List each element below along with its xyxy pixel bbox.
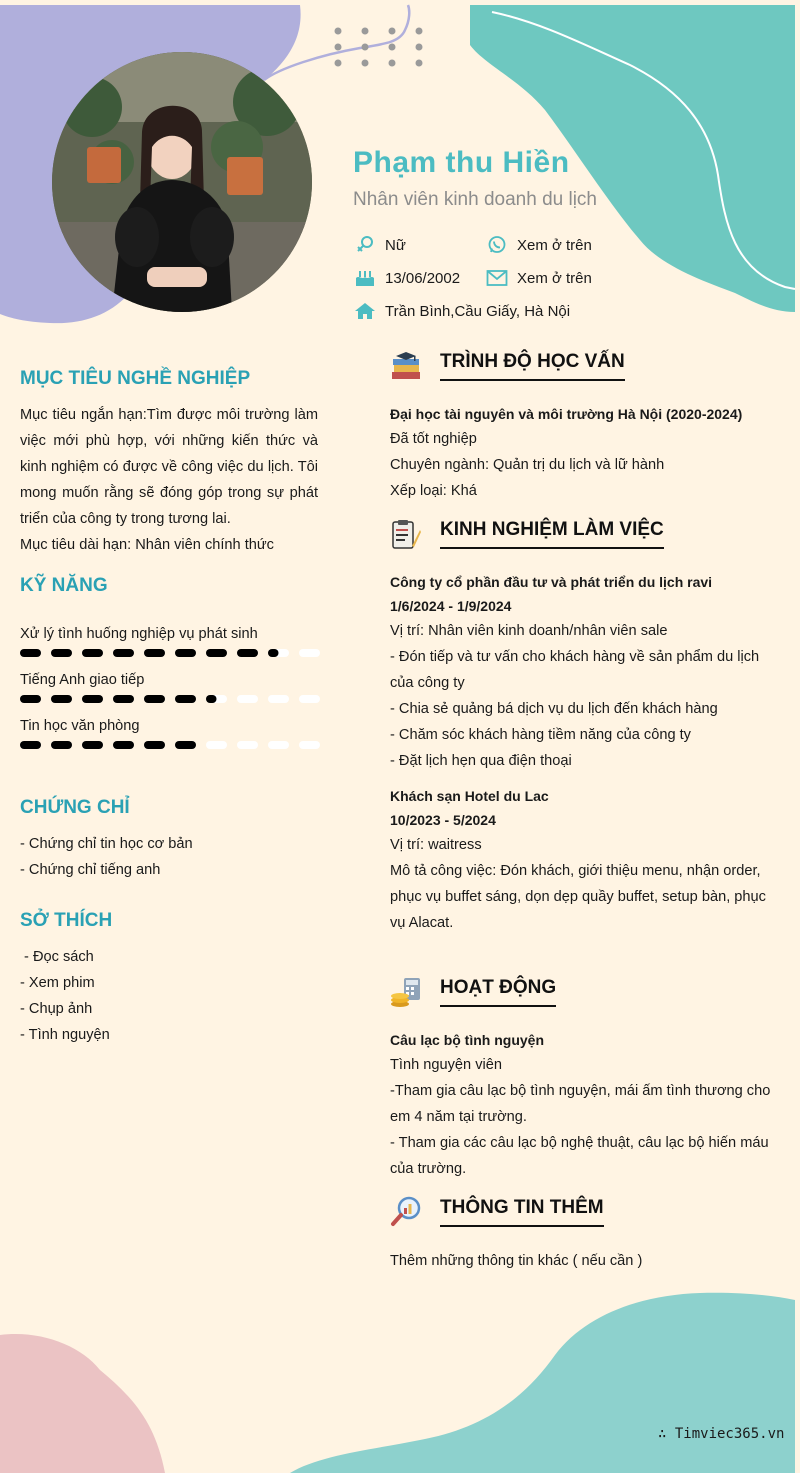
additional-text: Thêm những thông tin khác ( nếu cần ) bbox=[390, 1253, 643, 1269]
clipboard-icon bbox=[390, 518, 422, 550]
whatsapp-icon bbox=[485, 235, 509, 255]
education-major: Chuyên ngành: Quản trị du lịch và lữ hành bbox=[390, 457, 665, 473]
job-duty: - Chia sẻ quảng bá dịch vụ du lịch đến khách hàng bbox=[390, 701, 718, 717]
education-status: Đã tốt nghiệp bbox=[390, 431, 477, 447]
birthdate-value: 13/06/2002 bbox=[385, 269, 461, 287]
certificate-item: - Chứng chỉ tiếng anh bbox=[20, 862, 161, 878]
home-icon bbox=[353, 301, 377, 321]
education-grade: Xếp loại: Khá bbox=[390, 483, 477, 499]
activity-org: Câu lạc bộ tình nguyện bbox=[390, 1032, 545, 1048]
magnifier-chart-icon bbox=[390, 1196, 422, 1228]
activity-desc: -Tham gia câu lạc bộ tình nguyện, mái ấm tình thương cho em 4 năm tại trường. bbox=[390, 1083, 771, 1125]
objective-short-term: Mục tiêu ngắn hạn:Tìm được môi trường làm việc mới phù hợp, với những kiến thức và kinh nghiệm có được về công việc du lịch. Tôi mong muốn rằng sẽ đóng góp trong sự phát triển của công ty trong tương lai. bbox=[20, 407, 318, 527]
skill-dash-filled bbox=[237, 649, 258, 657]
skill-bar bbox=[20, 693, 320, 705]
skill-bar bbox=[20, 739, 320, 751]
skill-dash-filled bbox=[206, 649, 227, 657]
job-duty: - Đón tiếp và tư vấn cho khách hàng về sản phẩm du lịch của công ty bbox=[390, 649, 760, 691]
hobby-item: - Đọc sách bbox=[20, 949, 94, 965]
skill-dash-filled bbox=[20, 649, 41, 657]
job-company: Khách sạn Hotel du Lac bbox=[390, 788, 549, 804]
address-info bbox=[353, 301, 570, 321]
candidate-title: Nhân viên kinh doanh du lịch bbox=[353, 189, 598, 210]
skill-dash-empty bbox=[237, 695, 258, 703]
hobbies-heading: SỞ THÍCH bbox=[20, 910, 113, 931]
skill-dash-filled bbox=[51, 695, 72, 703]
job-duty: Mô tả công việc: Đón khách, giới thiệu menu, nhận order, phục vụ buffet sáng, dọn dẹp quầy buffet, setup bàn, phục vụ Alacat. bbox=[390, 863, 766, 931]
hobby-item: - Chụp ảnh bbox=[20, 1001, 93, 1017]
skill-dash-filled bbox=[82, 649, 103, 657]
job-company: Công ty cổ phần đầu tư và phát triển du lịch ravi bbox=[390, 574, 713, 590]
skill-dash-empty bbox=[299, 695, 320, 703]
additional-heading: THÔNG TIN THÊM bbox=[440, 1197, 604, 1227]
skill-dash-filled bbox=[206, 695, 217, 703]
skill-dash-filled bbox=[144, 649, 165, 657]
additional-section-header bbox=[390, 1196, 604, 1228]
phone-value: Xem ở trên bbox=[517, 236, 592, 254]
birthdate-info bbox=[353, 268, 460, 288]
skill-dash-filled bbox=[175, 695, 196, 703]
skill-dash-empty bbox=[268, 695, 289, 703]
avatar bbox=[52, 52, 312, 312]
activity-desc: - Tham gia các câu lạc bộ nghệ thuật, câu lạc bộ hiến máu của trường. bbox=[390, 1135, 769, 1177]
education-section-header bbox=[390, 350, 625, 382]
job-duty: - Chăm sóc khách hàng tiềm năng của công ty bbox=[390, 727, 691, 743]
skill-dash-filled bbox=[113, 649, 134, 657]
dot-pattern bbox=[335, 28, 423, 67]
job-position: Vị trí: waitress bbox=[390, 837, 482, 853]
activities-section-header bbox=[390, 976, 556, 1008]
skill-dash-filled bbox=[82, 741, 103, 749]
skill-dash-empty bbox=[299, 741, 320, 749]
experience-heading: KINH NGHIỆM LÀM VIỆC bbox=[440, 519, 664, 549]
objective-heading: MỤC TIÊU NGHỀ NGHIỆP bbox=[20, 368, 251, 389]
skill-dash-filled bbox=[51, 649, 72, 657]
female-icon bbox=[353, 235, 377, 255]
education-heading: TRÌNH ĐỘ HỌC VẤN bbox=[440, 351, 625, 381]
candidate-name: Phạm thu Hiền bbox=[353, 146, 570, 179]
skill-bar bbox=[20, 647, 320, 659]
skill-dash-filled bbox=[144, 695, 165, 703]
coins-calculator-icon bbox=[390, 976, 422, 1008]
skill-label: Tiếng Anh giao tiếp bbox=[20, 672, 145, 688]
skill-dash-empty bbox=[268, 741, 289, 749]
job-period: 1/6/2024 - 1/9/2024 bbox=[390, 598, 512, 614]
objective-long-term: Mục tiêu dài hạn: Nhân viên chính thức bbox=[20, 537, 274, 553]
address-value: Trần Bình,Cầu Giấy, Hà Nội bbox=[385, 302, 571, 320]
certificates-heading: CHỨNG CHỈ bbox=[20, 797, 130, 818]
job-period: 10/2023 - 5/2024 bbox=[390, 812, 496, 828]
skill-dash-empty bbox=[299, 649, 320, 657]
skill-dash-filled bbox=[175, 649, 196, 657]
skill-dash-filled bbox=[20, 741, 41, 749]
brand-watermark: ∴ Timviec365.vn bbox=[658, 1426, 785, 1442]
skill-dash-empty bbox=[206, 741, 227, 749]
skill-dash-filled bbox=[144, 741, 165, 749]
skill-dash-filled bbox=[175, 741, 196, 749]
skill-label: Xử lý tình huống nghiệp vụ phát sinh bbox=[20, 626, 258, 642]
pink-blob bbox=[0, 1334, 165, 1473]
job-position: Vị trí: Nhân viên kinh doanh/nhân viên sale bbox=[390, 623, 668, 639]
books-icon bbox=[390, 350, 422, 382]
gender-value: Nữ bbox=[385, 236, 406, 254]
skill-dash-filled bbox=[268, 649, 279, 657]
skills-heading: KỸ NĂNG bbox=[20, 575, 108, 596]
skill-dash-empty bbox=[237, 741, 258, 749]
envelope-icon bbox=[485, 268, 509, 288]
skill-dash-filled bbox=[113, 741, 134, 749]
job-duty: - Đặt lịch hẹn qua điện thoại bbox=[390, 753, 572, 769]
hobby-item: - Tình nguyện bbox=[20, 1027, 110, 1043]
skill-dash-filled bbox=[51, 741, 72, 749]
teal-bottom-blob bbox=[290, 1293, 795, 1473]
hobby-item: - Xem phim bbox=[20, 975, 95, 991]
skill-label: Tin học văn phòng bbox=[20, 718, 140, 734]
gender-info bbox=[353, 235, 406, 255]
phone-info bbox=[485, 235, 592, 255]
education-school: Đại học tài nguyên và môi trường Hà Nội (2020-2024) bbox=[390, 406, 743, 422]
activities-heading: HOẠT ĐỘNG bbox=[440, 977, 556, 1007]
activity-role: Tình nguyện viên bbox=[390, 1057, 502, 1073]
experience-section-header bbox=[390, 518, 664, 550]
skill-dash-filled bbox=[20, 695, 41, 703]
email-info bbox=[485, 268, 592, 288]
email-value: Xem ở trên bbox=[517, 269, 592, 287]
skill-dash-filled bbox=[82, 695, 103, 703]
skill-dash-filled bbox=[113, 695, 134, 703]
certificate-item: - Chứng chỉ tin học cơ bản bbox=[20, 836, 193, 852]
cake-icon bbox=[353, 268, 377, 288]
